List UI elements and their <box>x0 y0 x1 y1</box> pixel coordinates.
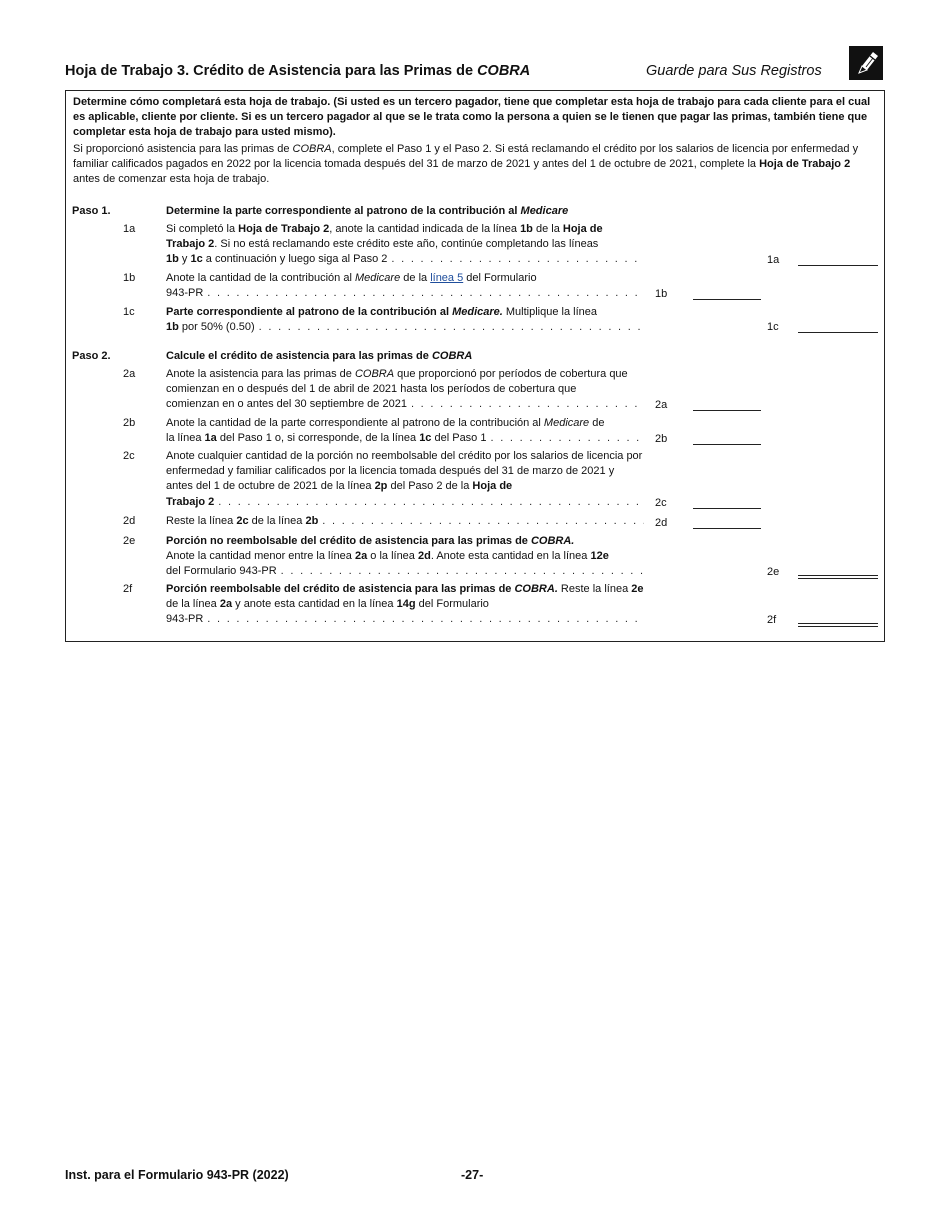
line-1a-ref: 1a <box>767 254 780 266</box>
line-2e-number: 2e <box>123 535 136 547</box>
line-1a-entry[interactable] <box>798 265 878 266</box>
line-1b-number: 1b <box>123 272 136 284</box>
line-2b-entry[interactable] <box>693 444 761 445</box>
line-2c-ref: 2c <box>655 497 667 509</box>
line-2f-ref: 2f <box>767 614 777 626</box>
worksheet-box <box>65 90 885 642</box>
line-2e-entry[interactable] <box>798 575 878 579</box>
line-1c-number: 1c <box>123 306 135 318</box>
line-2f-text: Porción reembolsable del crédito de asistencia para las primas de COBRA. Reste la línea 2e de la línea 2a y anote esta cantidad en la línea 14g del Formulario 943-PR . . . <box>166 582 644 628</box>
line-2c-number: 2c <box>123 450 135 462</box>
line-2b-ref: 2b <box>655 433 668 445</box>
line-2d-entry[interactable] <box>693 528 761 529</box>
worksheet-header <box>65 62 885 84</box>
step-2-title: Calcule el crédito de asistencia para las primas de COBRA <box>166 350 473 362</box>
line-2a-text: Anote la asistencia para las primas de COBRA que proporcionó por períodos de cobertura que comienzan en o después del 1 de abril de 2021 hasta los períodos de cobertura que comienzan en o antes del 30 septiembre de 2021 . . . <box>166 367 644 413</box>
step-1-label: Paso 1. <box>72 205 111 217</box>
step-2-label: Paso 2. <box>72 350 111 362</box>
line-1b-text: Anote la cantidad de la contribución al Medicare de la línea 5 del Formulario 943-PR . . . <box>166 271 644 301</box>
keep-for-records-note: Guarde para Sus Registros <box>646 63 822 79</box>
line-2d-number: 2d <box>123 515 136 527</box>
line-2e-text: Porción no reembolsable del crédito de asistencia para las primas de COBRA. Anote la cantidad menor entre la línea 2a o la línea 2d. Anote esta cantidad en la línea 12e del Formulario 943-PR . . . <box>166 534 644 580</box>
line-1a-text: Si completó la Hoja de Trabajo 2, anote la cantidad indicada de la línea 1b de la Hoja de Trabajo 2. Si no está reclamando este crédito este año, continúe completando las líneas 1b y 1c a continuación y luego siga al Paso 2 . . . <box>166 222 644 268</box>
page-number: -27- <box>461 1168 484 1182</box>
line-1c-text: Parte correspondiente al patrono de la contribución al Medicare. Multiplique la línea 1b por 50% (0.50) . . . <box>166 305 644 335</box>
instructions-body: Si proporcionó asistencia para las primas de COBRA, complete el Paso 1 y el Paso 2. Si está reclamando el crédito por los salarios de licencia por enfermedad y familiar calificados pagados en 2022 por la licencia tomada después del 31 de marzo de 2021 y antes del 1 de octubre de 2021, complete la Hoja de Trabajo 2 antes de comenzar esta hoja de trabajo. <box>73 142 859 186</box>
line-2b-text: Anote la cantidad de la parte correspondiente al patrono de la contribución al Medicare de la línea 1a del Paso 1 o, si corresponde, de la línea 1c del Paso 1 . . . <box>166 416 644 446</box>
line-2c-text: Anote cualquier cantidad de la porción no reembolsable del crédito por los salarios de licencia por enfermedad y familiar calificados por la licencia tomada después del 31 de marzo de 2021 y antes del 1 de octubre de 2021 de la línea 2p del Paso 2 de la Hoja de Trabajo 2 . . . <box>166 449 644 510</box>
line-2d-text: Reste la línea 2c de la línea 2b . . . <box>166 514 644 529</box>
line-2f-entry[interactable] <box>798 623 878 627</box>
line-1a-number: 1a <box>123 223 136 235</box>
line-2a-number: 2a <box>123 368 136 380</box>
line-2f-number: 2f <box>123 583 133 595</box>
instructions-bold: Determine cómo completará esta hoja de trabajo. (Si usted es un tercero pagador, tiene que completar esta hoja de trabajo para cada cliente para el cual es aplicable, cliente por cliente. Si es un tercero pagador al que se le trata como la persona a quien se le tienen que pagar las primas, también tiene que completar esta hoja de trabajo para usted mismo). <box>73 96 871 139</box>
worksheet-title: Hoja de Trabajo 3. Crédito de Asistencia para las Primas de COBRA <box>65 63 531 79</box>
line-2a-ref: 2a <box>655 399 668 411</box>
line-5-link[interactable]: línea 5 <box>430 272 464 284</box>
footer-form-name: Inst. para el Formulario 943-PR (2022) <box>65 1168 289 1182</box>
line-2a-entry[interactable] <box>693 410 761 411</box>
step-1-title: Determine la parte correspondiente al patrono de la contribución al Medicare <box>166 205 569 217</box>
line-2c-entry[interactable] <box>693 508 761 509</box>
instructions <box>73 95 873 187</box>
line-2d-ref: 2d <box>655 517 668 529</box>
line-2e-ref: 2e <box>767 566 780 578</box>
line-1b-ref: 1b <box>655 288 668 300</box>
line-2b-number: 2b <box>123 417 136 429</box>
line-1c-entry[interactable] <box>798 332 878 333</box>
line-1b-entry[interactable] <box>693 299 761 300</box>
pencil-icon <box>849 46 883 80</box>
line-1c-ref: 1c <box>767 321 779 333</box>
